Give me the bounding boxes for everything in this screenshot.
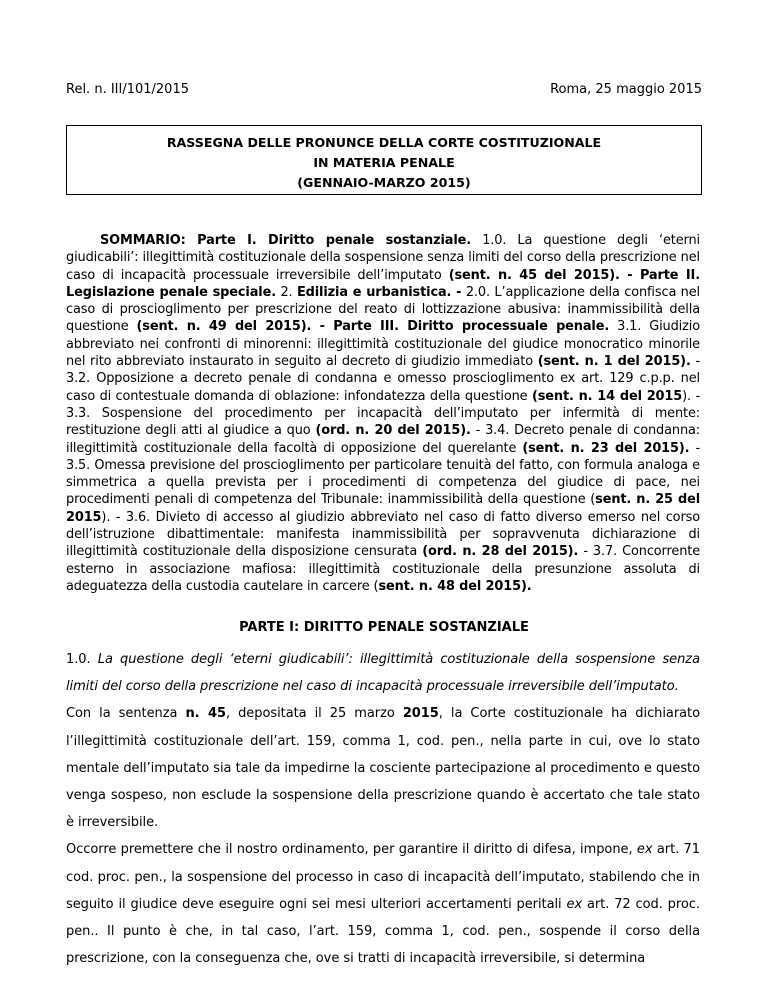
body-paragraph — [66, 836, 700, 972]
summary-segment: (sent. n. 23 del 2015). — [522, 440, 690, 456]
summary-segment: (sent. n. 14 del 2015 — [531, 388, 683, 404]
title-line-3: (GENNAIO-MARZO 2015) — [297, 175, 471, 190]
title-box — [66, 125, 702, 195]
text-run: art. 72 cod. proc. pen.. Il punto è che, in tal caso, l’art. 159, comma 1, cod. pen., sospende il corso della prescrizione, con la conseguenza che, ove si tratti di incapacità irreversibile, si determina — [66, 896, 700, 967]
summary-segment: (sent. n. 45 del 2015). - Parte II. Legislazione penale speciale. — [66, 267, 700, 300]
section-title: La questione degli ‘eterni giudicabili’: illegittimità costituzionale della sospensione senza limiti del corso della prescrizione nel caso di incapacità processuale irreversibile dell’imputato. — [66, 652, 700, 695]
summary-paragraph — [66, 232, 700, 595]
summary-segment: sent. n. 48 del 2015). — [378, 578, 532, 594]
title-line-1: RASSEGNA DELLE PRONUNCE DELLA CORTE COSTITUZIONALE — [166, 135, 602, 150]
summary-segment: - 3.4. Decreto penale di condanna: illegittimità costituzionale della facoltà di opposizione del querelante — [66, 423, 701, 456]
summary-segment: - 3.2. Opposizione a decreto penale di condanna e omesso proscioglimento ex art. 129 c.p.p. nel caso di contestuale domanda di oblazione: infondatezza della questione — [66, 354, 700, 404]
summary-segment: (sent. n. 1 del 2015). — [537, 354, 691, 370]
summary-segment: 3.1. Giudizio abbreviato nei confronti di minorenni: illegittimità costituzionale del giudice monocratico minorile nel rito abbreviato instaurato in seguito al decreto di giudizio immediato — [66, 319, 700, 370]
summary-segment: - 3.5. Omessa previsione del proscioglimento per particolare tenuità del fatto, con formula analoga e simmetrica a quella prevista per i procedimenti di competenza del giudice di pace, nei procedimenti penali di competenza del Tribunale: inammissibilità della questione ( — [66, 440, 700, 508]
title-line-2: IN MATERIA PENALE — [313, 155, 455, 170]
summary-segment: (ord. n. 28 del 2015). — [422, 544, 579, 560]
summary-segment: SOMMARIO: Parte I. Diritto penale sostanziale. — [100, 233, 472, 248]
summary-segment: ). - 3.3. Sospensione del procedimento per incapacità dell’imputato per infermità di mente: restituzione degli atti al giudice a quo — [66, 388, 701, 439]
text-run: ex — [566, 896, 583, 912]
text-run: 2015 — [402, 706, 439, 722]
part-heading: PARTE I: DIRITTO PENALE SOSTANZIALE — [239, 620, 529, 635]
summary-segment: 1.0. La questione degli ‘eterni giudicabili’: illegittimità costituzionale della sospensione senza limiti del corso della prescrizione nel caso di incapacità processuale irreversibile dell’imputato — [66, 233, 701, 283]
summary-segment: sent. n. 25 del 2015 — [66, 492, 701, 525]
summary-segment: - 3.7. Concorrente esterno in associazione mafiosa: illegittimità costituzionale della presunzione assoluta di adeguatezza della custodia cautelare in carcere ( — [66, 544, 701, 594]
summary-segment: (sent. n. 49 del 2015). - Parte III. Diritto processuale penale. — [136, 319, 610, 335]
section-number: 1.0. — [66, 652, 91, 667]
section-body — [66, 646, 700, 972]
text-run: Occorre premettere che il nostro ordinamento, per garantire il diritto di difesa, impone, — [66, 842, 637, 858]
summary-segment: (ord. n. 20 del 2015). — [315, 423, 471, 439]
place-date: Roma, 25 maggio 2015 — [550, 82, 702, 97]
section-heading — [66, 646, 700, 700]
text-run: art. 71 cod. proc. pen., la sospensione del processo in caso di incapacità dell’imputato, stabilendo che in seguito il giudice deve eseguire ogni sei mesi ulteriori accertamenti peritali — [66, 842, 700, 912]
text-run: n. 45 — [185, 706, 226, 722]
text-run: , la Corte costituzionale ha dichiarato l’illegittimità costituzionale dell’art. 159, comma 1, cod. pen., nella parte in cui, ove lo stato mentale dell’imputato sia tale da impedirne la cosciente partecipazione al procedimento e questo venga sospeso, non esclude la sospensione della prescrizione quando è accertato che tale stato è irreversibile. — [66, 706, 700, 831]
text-run: ex — [636, 842, 653, 858]
summary-segment: 2. — [276, 284, 297, 300]
text-run: Con la sentenza — [66, 706, 186, 722]
report-reference: Rel. n. III/101/2015 — [66, 82, 189, 97]
summary-segment: ). - 3.6. Divieto di accesso al giudizio abbreviato nel caso di fatto diverso emerso nel corso dell’istruzione dibattimentale: manifesta inammissibilità per sopravvenuta dichiarazione di illegittimità costituzionale della disposizione censurata — [66, 509, 700, 560]
summary-segment: Edilizia e urbanistica. - — [296, 284, 462, 300]
text-run: , depositata il 25 marzo — [225, 706, 403, 722]
summary-segment: 2.0. L’applicazione della confisca nel caso di proscioglimento per prescrizione del reato di lottizzazione abusiva: inammissibilità della questione — [66, 284, 700, 335]
body-paragraph — [66, 700, 700, 836]
